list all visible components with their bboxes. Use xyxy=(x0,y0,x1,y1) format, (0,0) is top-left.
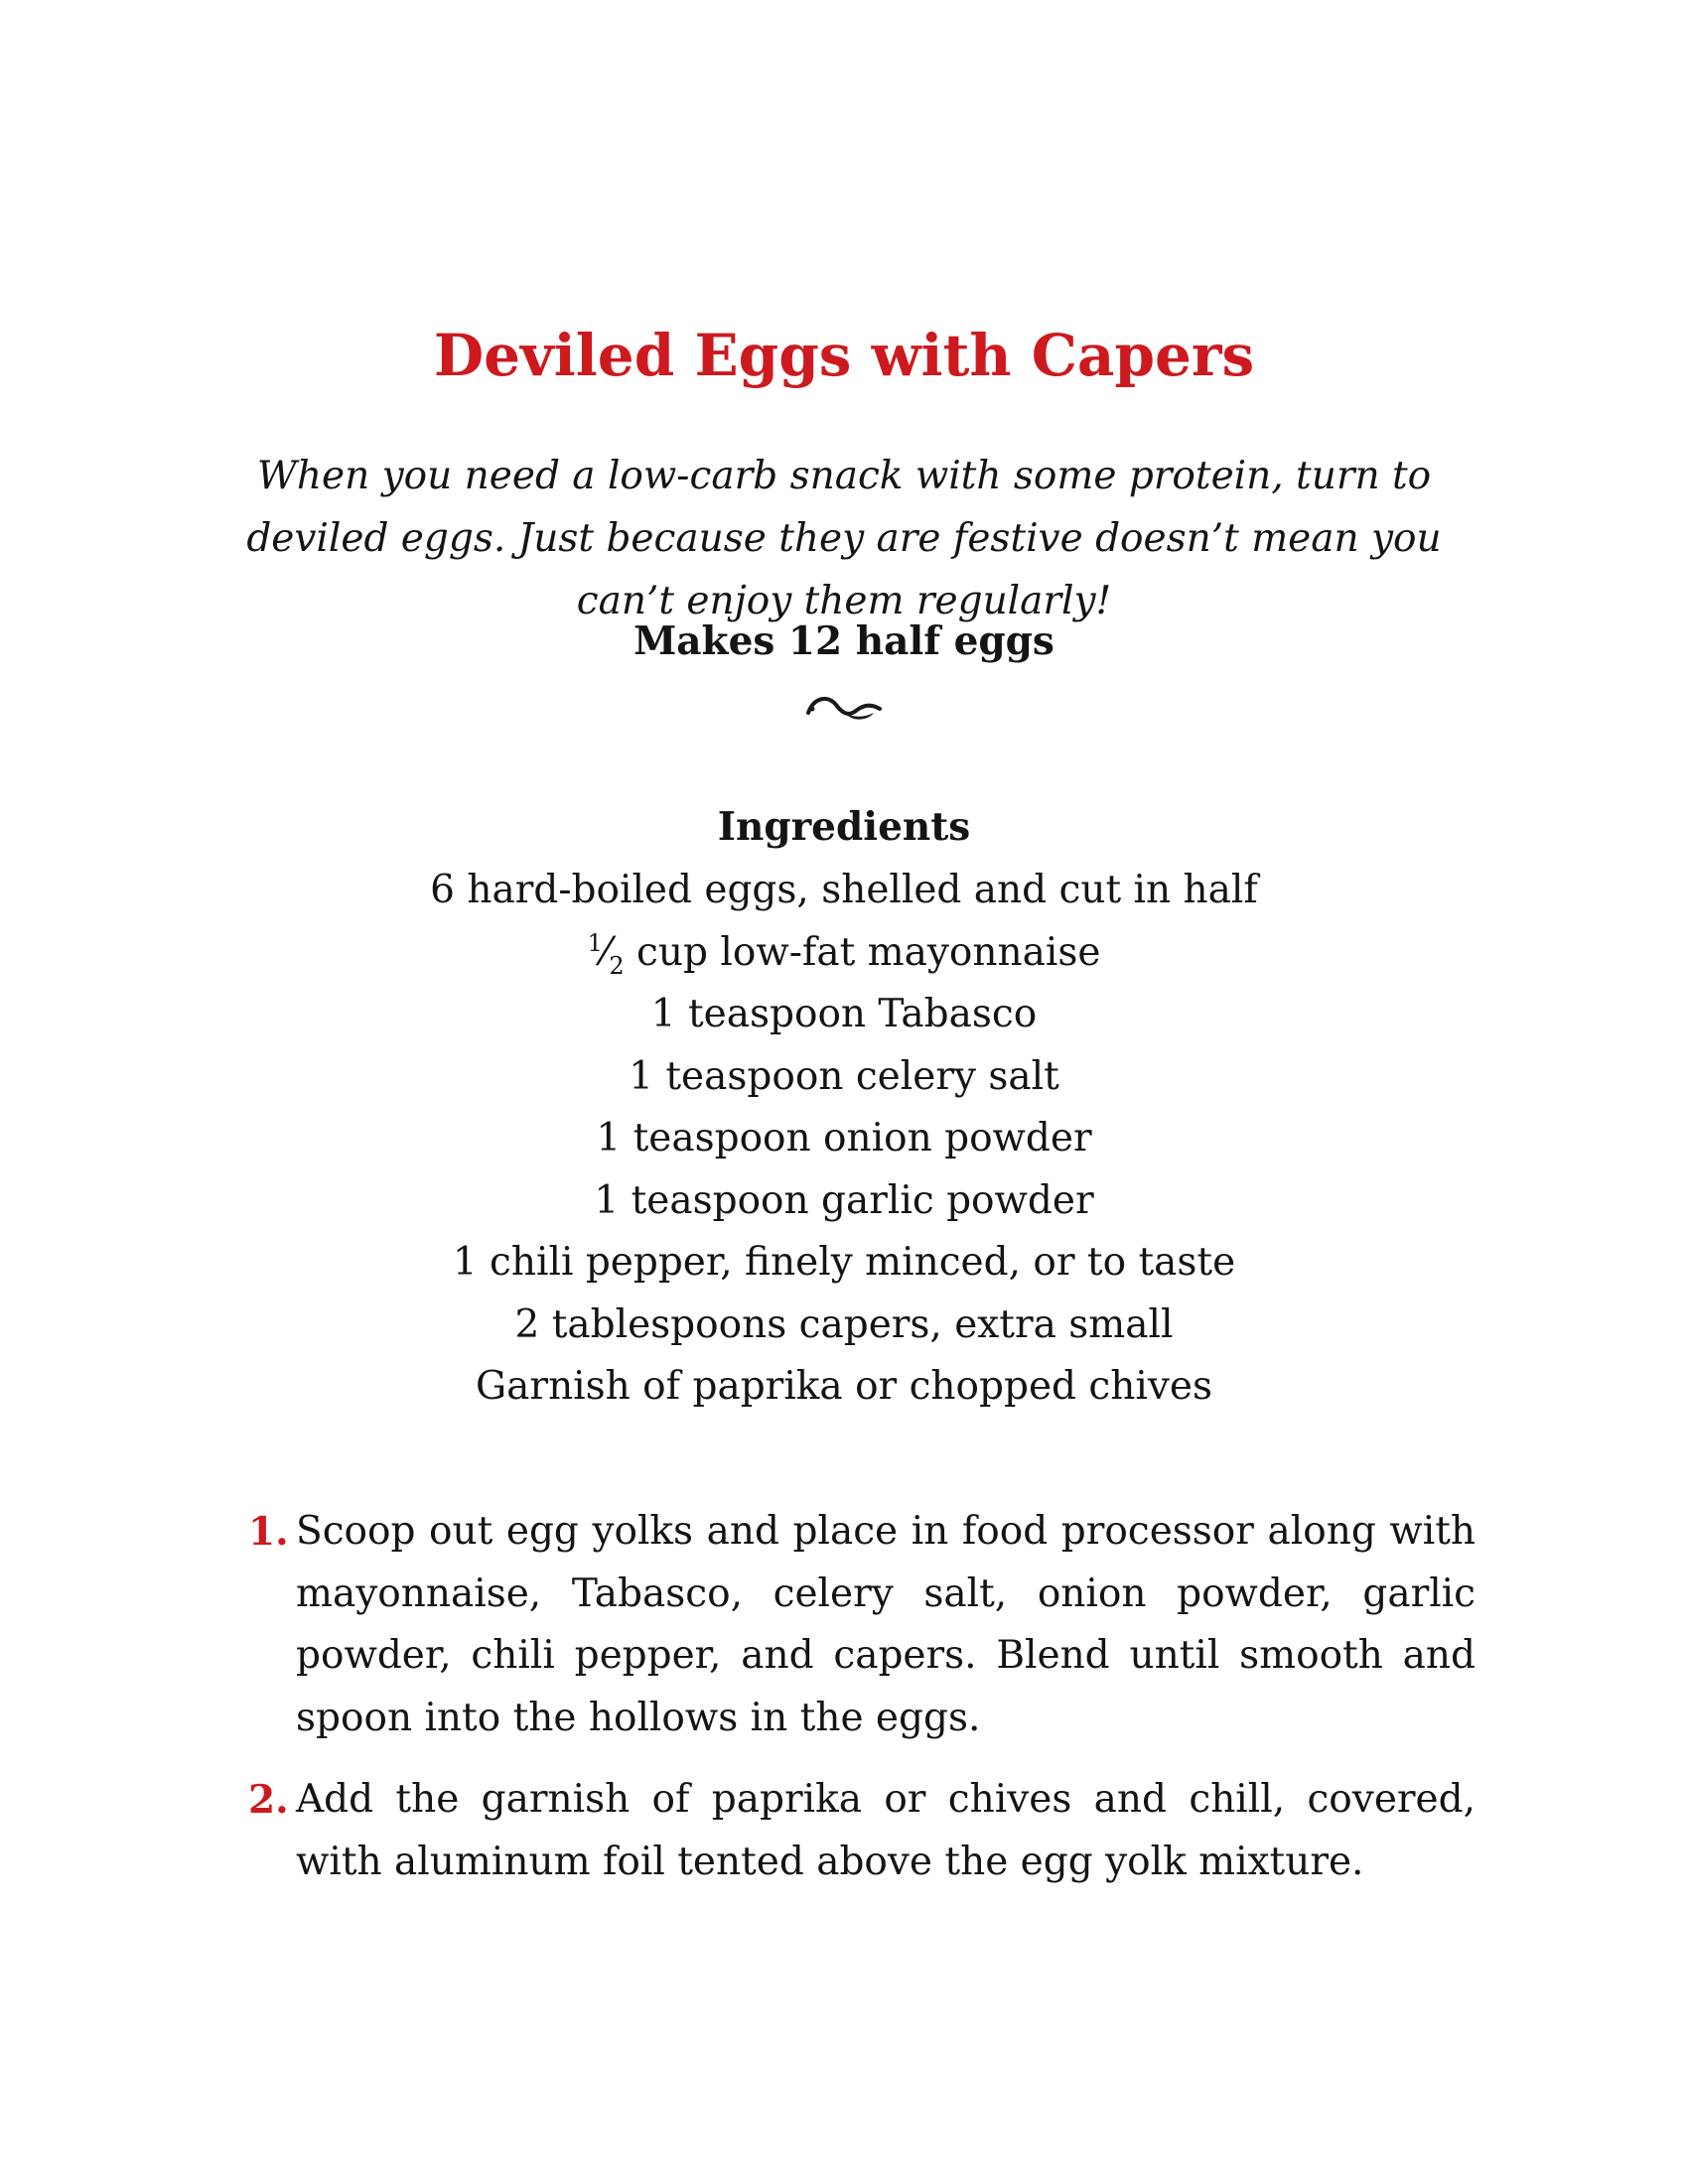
fraction-numerator: 1 xyxy=(587,928,603,957)
ingredient-item xyxy=(0,922,1688,985)
ingredients-heading: Ingredients xyxy=(717,804,971,850)
ingredient-item: 2 tablespoons capers, extra small xyxy=(514,1301,1174,1347)
step-number: 2. xyxy=(248,1777,289,1823)
ingredient-item: 1 teaspoon Tabasco xyxy=(650,992,1038,1036)
ingredient-item: Garnish of paprika or chopped chives xyxy=(476,1364,1212,1409)
ingredient-item: 1 teaspoon onion powder xyxy=(596,1116,1092,1160)
step-text: Scoop out egg yolks and place in food processor along with mayonnaise, Tabasco, celery salt, onion powder, garlic powder, chili pepper, and capers. Blend until smooth and spoon into the hollows in the eggs. xyxy=(296,1509,1476,1740)
ingredient-item: 6 hard-boiled eggs, shelled and cut in half xyxy=(430,868,1258,912)
recipe-title: Deviled Eggs with Capers xyxy=(433,322,1255,389)
step-text: Add the garnish of paprika or chives and chill, covered, with aluminum foil tented above the egg yolk mixture. xyxy=(296,1777,1476,1884)
swash-ornament-icon xyxy=(804,687,884,727)
instruction-step xyxy=(248,1769,1476,1893)
step-number: 1. xyxy=(248,1509,289,1555)
ingredient-item: 1 chili pepper, finely minced, or to taste xyxy=(452,1240,1236,1285)
ingredient-text: cup low-fat mayonnaise xyxy=(636,929,1101,975)
instructions-list xyxy=(248,1501,1476,1913)
ingredients-list xyxy=(0,860,1688,1419)
fraction-slash: ⁄ xyxy=(602,929,610,975)
fraction-denominator: 2 xyxy=(609,951,625,980)
ingredient-item: 1 teaspoon garlic powder xyxy=(594,1177,1094,1223)
recipe-intro: When you need a low-carb snack with some protein, turn to deviled eggs. Just because they are festive doesn’t mean you can’t enjoy them regularly! xyxy=(246,454,1442,623)
recipe-yield: Makes 12 half eggs xyxy=(633,618,1055,664)
ingredient-item: 1 teaspoon celery salt xyxy=(629,1053,1059,1099)
instruction-step xyxy=(248,1501,1476,1749)
fraction-one-half xyxy=(587,928,625,980)
